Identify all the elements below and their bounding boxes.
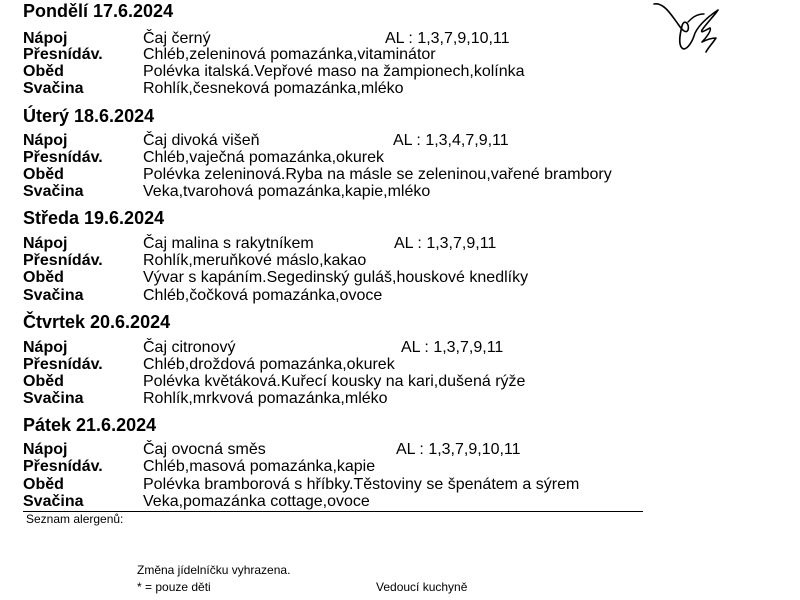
- row-label: Svačina: [23, 80, 84, 97]
- row-value: Polévka květáková.Kuřecí kousky na kari,dušená rýže: [143, 373, 526, 390]
- day-title: Pátek 21.6.2024: [23, 415, 157, 435]
- row-label: Přesnídáv.: [23, 458, 103, 475]
- row-label: Oběd: [23, 166, 64, 183]
- row-value: Polévka zeleninová.Ryba na másle se zeleninou,vařené brambory: [143, 166, 612, 183]
- handwritten-signature-icon: [648, 0, 728, 65]
- row-value: Polévka bramborová s hříbky.Těstoviny se špenátem a sýrem: [143, 476, 580, 493]
- row-lunch: [23, 166, 783, 184]
- row-afternoon-snack: [23, 183, 783, 201]
- row-value: Chléb,vaječná pomazánka,okurek: [143, 149, 385, 166]
- row-afternoon-snack: [23, 287, 783, 305]
- row-drink: [23, 235, 783, 253]
- allergen-list: AL : 1,3,4,7,9,11: [393, 132, 509, 149]
- row-label: Přesnídáv.: [23, 149, 103, 166]
- row-value: Čaj malina s rakytníkem: [143, 235, 314, 252]
- row-label: Svačina: [23, 287, 84, 304]
- row-lunch: [23, 63, 783, 81]
- day-title: Pondělí 17.6.2024: [23, 1, 174, 21]
- row-value: Čaj divoká višeň: [143, 132, 260, 149]
- row-label: Přesnídáv.: [23, 46, 103, 63]
- row-label: Přesnídáv.: [23, 356, 103, 373]
- row-label: Oběd: [23, 269, 64, 286]
- row-snack: [23, 149, 783, 167]
- allergen-list: AL : 1,3,7,9,10,11: [396, 441, 521, 458]
- row-afternoon-snack: [23, 493, 783, 511]
- change-notice: Změna jídelníčku vyhrazena.: [137, 563, 291, 577]
- allergen-list: AL : 1,3,7,9,11: [394, 235, 497, 252]
- row-value: Veka,tvarohová pomazánka,kapie,mléko: [143, 183, 431, 200]
- row-value: Chléb,droždová pomazánka,okurek: [143, 356, 395, 373]
- row-lunch: [23, 476, 783, 494]
- row-label: Oběd: [23, 373, 64, 390]
- row-label: Svačina: [23, 390, 84, 407]
- row-value: Chléb,masová pomazánka,kapie: [143, 458, 376, 475]
- row-afternoon-snack: [23, 80, 783, 98]
- row-label: Nápoj: [23, 235, 68, 252]
- day-title: Úterý 18.6.2024: [23, 106, 155, 126]
- row-value: Čaj citronový: [143, 339, 236, 356]
- allergen-list: AL : 1,3,7,9,11: [401, 339, 504, 356]
- row-snack: [23, 458, 783, 476]
- row-label: Nápoj: [23, 132, 68, 149]
- row-value: Polévka italská.Vepřové maso na žampionech,kolínka: [143, 63, 525, 80]
- row-value: Vývar s kapáním.Segedinský guláš,houskové knedlíky: [143, 269, 529, 286]
- head-cook-label: Vedoucí kuchyně: [376, 580, 468, 594]
- row-drink: [23, 441, 783, 459]
- row-lunch: [23, 373, 783, 391]
- allergen-list: AL : 1,3,7,9,10,11: [385, 30, 510, 47]
- row-label: Nápoj: [23, 30, 68, 47]
- row-value: Rohlík,česneková pomazánka,mléko: [143, 80, 404, 97]
- row-label: Svačina: [23, 493, 84, 510]
- allergen-heading: Seznam alergenů:: [26, 512, 124, 526]
- row-label: Oběd: [23, 476, 64, 493]
- day-title: Čtvrtek 20.6.2024: [23, 312, 171, 332]
- row-label: Oběd: [23, 63, 64, 80]
- row-value: Čaj ovocná směs: [143, 441, 266, 458]
- row-value: Chléb,čočková pomazánka,ovoce: [143, 287, 383, 304]
- row-label: Přesnídáv.: [23, 252, 103, 269]
- row-drink: [23, 339, 783, 357]
- row-afternoon-snack: [23, 390, 783, 408]
- row-value: Chléb,zeleninová pomazánka,vitaminátor: [143, 46, 436, 63]
- row-value: Rohlík,meruňkové máslo,kakao: [143, 252, 367, 269]
- row-snack: [23, 252, 783, 270]
- row-label: Nápoj: [23, 441, 68, 458]
- row-value: Rohlík,mrkvová pomazánka,mléko: [143, 390, 388, 407]
- row-lunch: [23, 269, 783, 287]
- row-value: Veka,pomazánka cottage,ovoce: [143, 493, 370, 510]
- row-value: Čaj černý: [143, 30, 211, 47]
- day-title: Středa 19.6.2024: [23, 208, 165, 228]
- row-label: Nápoj: [23, 339, 68, 356]
- row-drink: [23, 132, 783, 150]
- children-note: * = pouze děti: [137, 580, 211, 594]
- row-label: Svačina: [23, 183, 84, 200]
- row-snack: [23, 356, 783, 374]
